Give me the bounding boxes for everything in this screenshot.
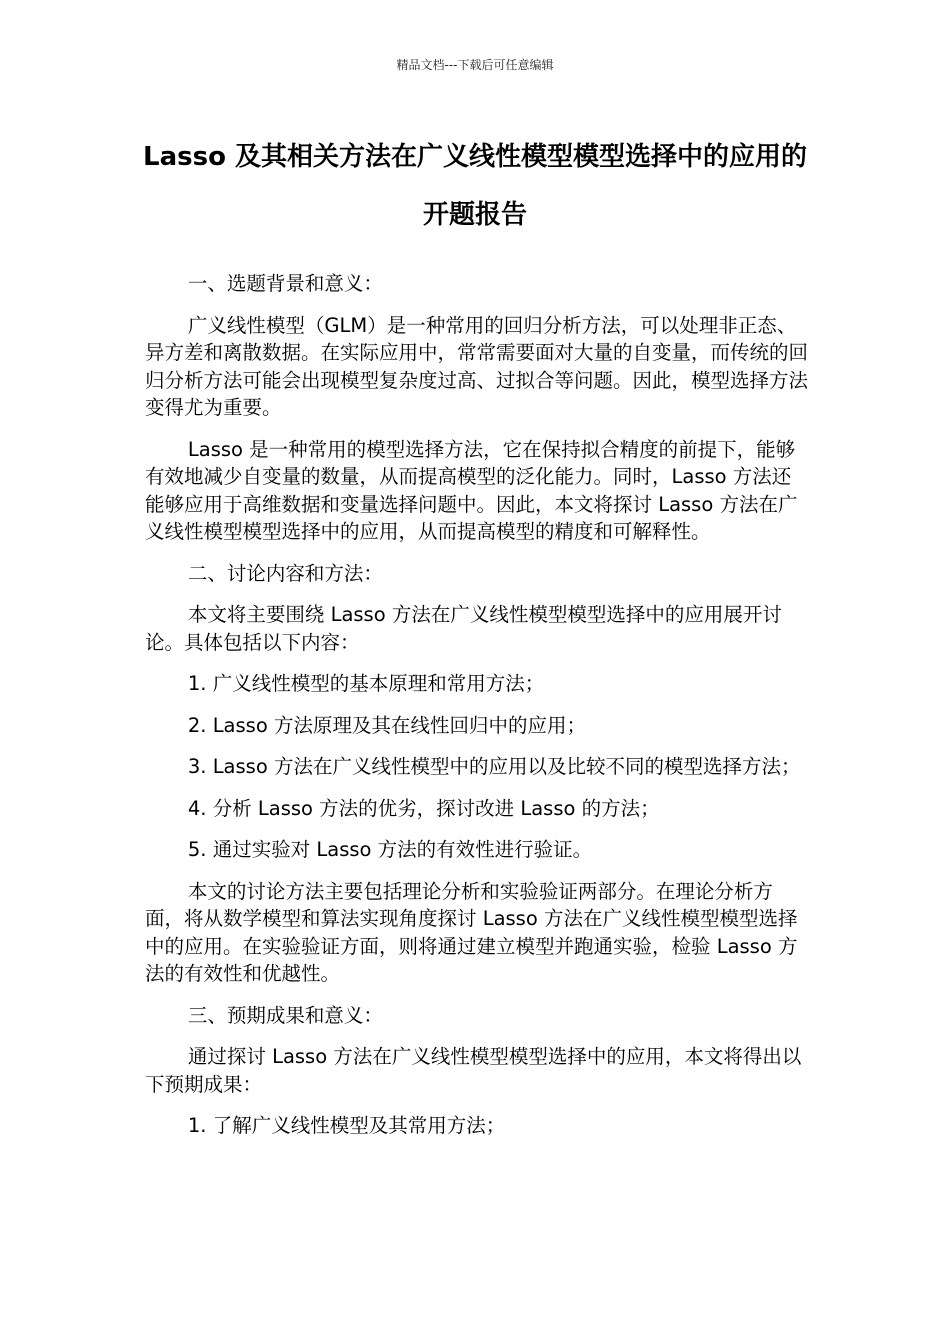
section-heading-background: 一、选题背景和意义： [187, 272, 383, 295]
document-body [145, 270, 810, 1154]
list-item-1: 1. 广义线性模型的基本原理和常用方法； [187, 672, 545, 695]
list-item-4: 4. 分析 Lasso 方法的优劣，探讨改进 Lasso 的方法； [187, 796, 660, 820]
paragraph-glm-intro: 广义线性模型（GLM）是一种常用的回归分析方法，可以处理非正态、异方差和离散数据。在实际应用中，常常需要面对大量的自变量，而传统的回归分析方法可能会出现模型复杂度过高、过拟合等问题。因此，模型选择方法变得尤为重要。 [145, 313, 809, 419]
section-heading-expected-results: 三、预期成果和意义： [187, 1003, 383, 1027]
header-note: 精品文档---下载后可任意编辑 [396, 58, 554, 72]
list-item-2: 2. Lasso 方法原理及其在线性回归中的应用； [187, 713, 586, 737]
document-title: Lasso 及其相关方法在广义线性模型模型选择中的应用的开题报告 [143, 142, 807, 230]
list-item-3: 3. Lasso 方法在广义线性模型中的应用以及比较不同的模型选择方法； [187, 755, 801, 778]
result-item-1: 1. 了解广义线性模型及其常用方法； [187, 1114, 506, 1137]
paragraph-expected-results: 通过探讨 Lasso 方法在广义线性模型模型选择中的应用，本文将得出以下预期成果： [145, 1045, 802, 1096]
section-heading-content-methods: 二、讨论内容和方法： [187, 561, 383, 585]
paragraph-content-overview: 本文将主要围绕 Lasso 方法在广义线性模型模型选择中的应用展开讨论。具体包括以下内容： [145, 603, 782, 654]
paragraph-lasso-intro: Lasso 是一种常用的模型选择方法，它在保持拟合精度的前提下，能够有效地减少自变量的数量，从而提高模型的泛化能力。同时，Lasso 方法还能够应用于高维数据和变量选择问题中。因此，本文将探讨 Lasso 方法在广义线性模型模型选择中的应用，从而提高模型的精度和可解释性。 [145, 437, 798, 543]
list-item-5: 5. 通过实验对 Lasso 方法的有效性进行验证。 [187, 838, 593, 861]
paragraph-methods: 本文的讨论方法主要包括理论分析和实验验证两部分。在理论分析方面，将从数学模型和算法实现角度探讨 Lasso 方法在广义线性模型模型选择中的应用。在实验验证方面，则将通过建立模型并跑通实验，检验 Lasso 方法的有效性和优越性。 [145, 879, 798, 985]
